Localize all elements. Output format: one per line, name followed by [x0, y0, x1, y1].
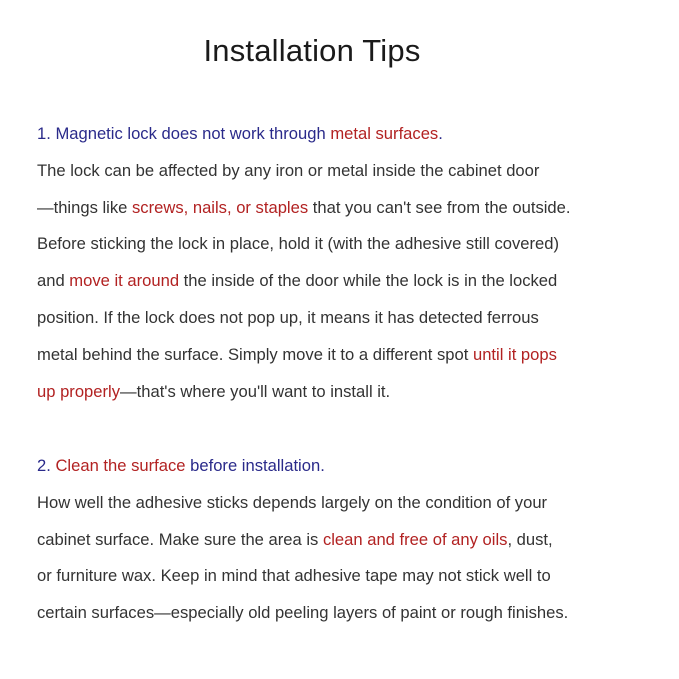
tip-heading-highlight: metal surfaces	[330, 124, 439, 143]
body-text: the inside of the door while the lock is in the locked	[179, 271, 558, 291]
tip-body-line	[37, 343, 657, 380]
tip-body-line	[37, 528, 657, 565]
tip-heading-text: .	[438, 124, 443, 143]
body-text: and	[37, 271, 70, 291]
body-text: , dust,	[507, 529, 553, 549]
tip-section-1	[37, 122, 657, 416]
body-text: —things like	[37, 197, 132, 217]
body-text: or furniture wax. Keep in mind that adhesive tape may not stick well to	[37, 566, 551, 586]
highlight-text: move it around	[69, 271, 180, 291]
body-text: —that's where you'll want to install it.	[120, 381, 391, 401]
body-text: How well the adhesive sticks depends largely on the condition of your	[37, 492, 548, 512]
page-title: Installation Tips	[203, 33, 421, 68]
body-text: metal behind the surface. Simply move it to a different spot	[37, 344, 473, 364]
body-text: certain surfaces—especially old peeling layers of paint or rough finishes.	[37, 603, 569, 623]
tip-body-line	[37, 380, 657, 417]
tip-heading	[37, 122, 657, 159]
tip-body-line	[37, 159, 657, 196]
tip-section-2	[37, 454, 657, 638]
tip-body-line	[37, 196, 657, 233]
body-text: position. If the lock does not pop up, it means it has detected ferrous	[37, 307, 539, 327]
tip-body-line	[37, 269, 657, 306]
tip-heading-text: 1. Magnetic lock does not work through	[37, 124, 331, 143]
tip-body-line	[37, 564, 657, 601]
highlight-text: screws, nails, or staples	[132, 197, 309, 217]
tip-body-line	[37, 306, 657, 343]
body-text: The lock can be affected by any iron or metal inside the cabinet door	[37, 160, 540, 180]
tip-body-line	[37, 491, 657, 528]
body-text: Before sticking the lock in place, hold it (with the adhesive still covered)	[37, 234, 560, 254]
body-text: cabinet surface. Make sure the area is	[37, 529, 323, 549]
tip-heading-text: before installation.	[185, 456, 325, 475]
tip-body-line	[37, 232, 657, 269]
tip-body-line	[37, 601, 657, 638]
highlight-text: clean and free of any oils	[322, 529, 508, 549]
tip-heading-highlight: Clean the surface	[55, 456, 186, 475]
tip-heading	[37, 454, 657, 491]
body-text: that you can't see from the outside.	[308, 197, 571, 217]
tip-heading-text: 2.	[37, 456, 56, 475]
highlight-text: up properly	[37, 381, 121, 401]
highlight-text: until it pops	[472, 344, 557, 364]
